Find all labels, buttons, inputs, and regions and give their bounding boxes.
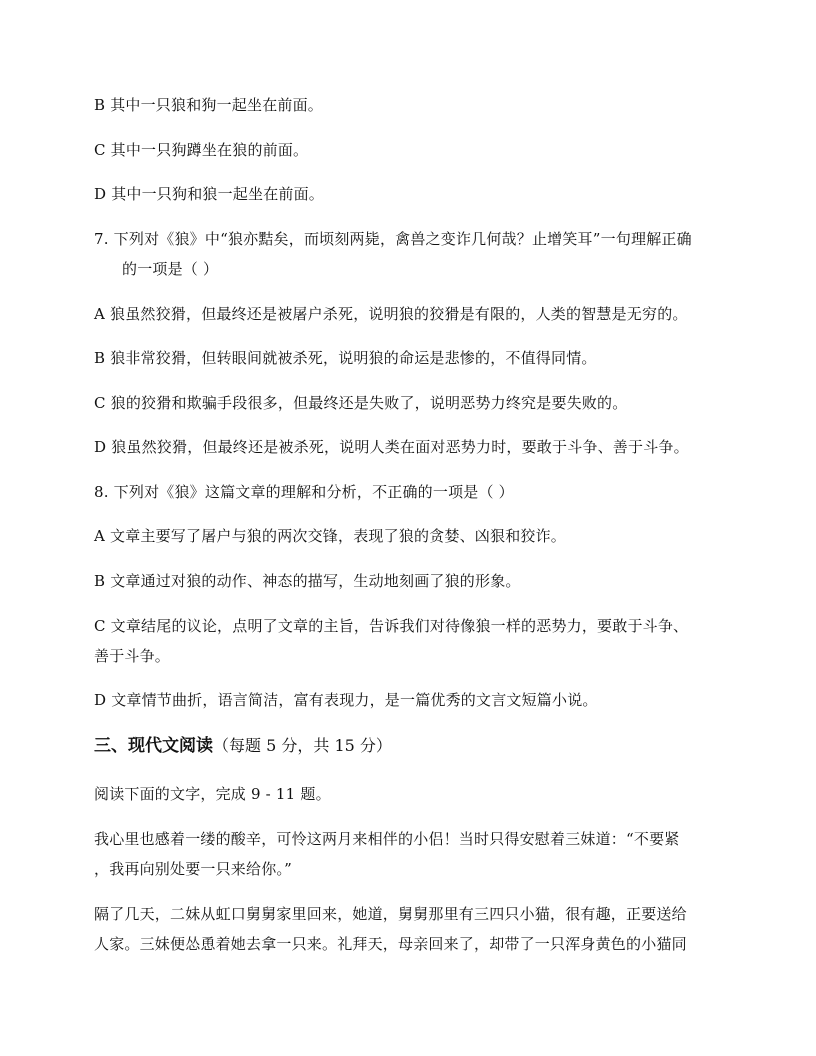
option-c-q7: C 狼的狡猾和欺骗手段很多，但最终还是失败了，说明恶势力终究是要失败的。: [94, 394, 628, 412]
section-heading-title: 三、现代文阅读: [94, 736, 213, 756]
option-b-q7: B 狼非常狡猾，但转眼间就被杀死，说明狼的命运是悲惨的，不值得同情。: [94, 349, 597, 367]
option-d-q6: D 其中一只狗和狼一起坐在前面。: [94, 185, 324, 203]
question-7-stem: 7. 下列对《狼》中“狼亦黠矣，而顷刻两毙，禽兽之变诈几何哉？止增笑耳”一句理解正确: [94, 230, 692, 248]
reading-instruction: 阅读下面的文字，完成 9 - 11 题。: [94, 785, 331, 803]
reading-paragraph-1-line-1: 我心里也感着一缕的酸辛，可怜这两月来相伴的小侣！当时只得安慰着三妹道：“不要紧: [94, 830, 680, 848]
reading-paragraph-1-line-2: ，我再向别处要一只来给你。”: [94, 860, 292, 878]
option-d-q8: D 文章情节曲折，语言简洁，富有表现力，是一篇优秀的文言文短篇小说。: [94, 691, 598, 709]
option-b-q6: B 其中一只狼和狗一起坐在前面。: [94, 96, 323, 114]
reading-paragraph-2-line-2: 人家。三妹便怂恿着她去拿一只来。礼拜天，母亲回来了，却带了一只浑身黄色的小猫同: [94, 935, 687, 953]
option-c-q8: C 文章结尾的议论，点明了文章的主旨，告诉我们对待像狼一样的恶势力，要敢于斗争、: [94, 617, 689, 635]
reading-paragraph-2-line-1: 隔了几天，二妹从虹口舅舅家里回来，她道，舅舅那里有三四只小猫，很有趣，正要送给: [94, 905, 687, 923]
option-c-q8-cont: 善于斗争。: [94, 647, 171, 665]
section-heading: [94, 734, 392, 758]
section-heading-note: （每题 5 分，共 15 分）: [213, 736, 392, 755]
option-c-q6: C 其中一只狗蹲坐在狼的前面。: [94, 141, 309, 159]
question-7-stem-cont: 的一项是（ ）: [122, 260, 219, 278]
question-8-stem: 8. 下列对《狼》这篇文章的理解和分析，不正确的一项是（ ）: [94, 483, 514, 501]
option-a-q7: A 狼虽然狡猾，但最终还是被屠户杀死，说明狼的狡猾是有限的，人类的智慧是无穷的。: [94, 305, 688, 323]
option-a-q8: A 文章主要写了屠户与狼的两次交锋，表现了狼的贪婪、凶狠和狡诈。: [94, 527, 567, 545]
option-d-q7: D 狼虽然狡猾，但最终还是被杀死，说明人类在面对恶势力时，要敢于斗争、善于斗争。: [94, 438, 689, 456]
option-b-q8: B 文章通过对狼的动作、神态的描写，生动地刻画了狼的形象。: [94, 572, 521, 590]
